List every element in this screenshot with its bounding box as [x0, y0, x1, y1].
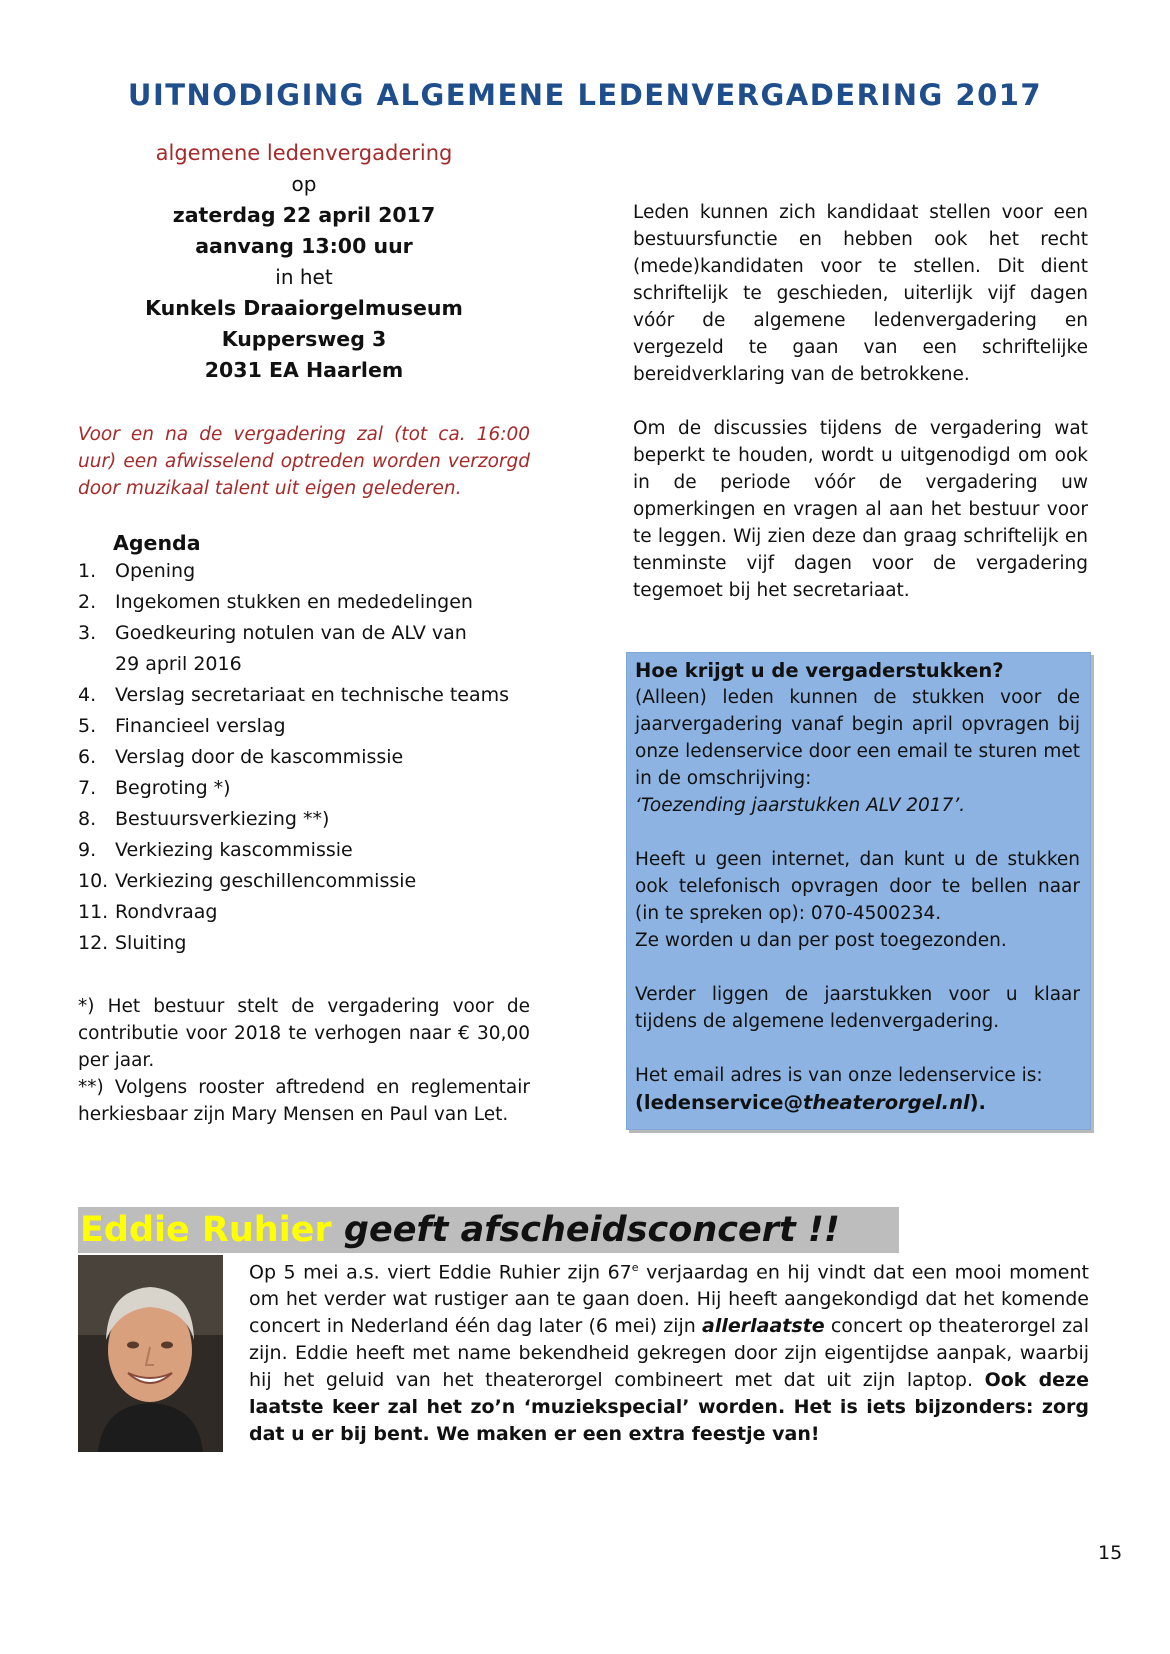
page-title: UITNODIGING ALGEMENE LEDENVERGADERING 2017	[127, 78, 1043, 112]
invite-street: Kuppersweg 3	[221, 327, 387, 351]
invite-op: op	[291, 172, 317, 196]
invite-time: aanvang 13:00 uur	[195, 234, 413, 258]
invite-date: zaterdag 22 april 2017	[172, 203, 436, 227]
invite-in-het: in het	[275, 265, 333, 289]
eddie-ruhier-photo	[78, 1255, 223, 1452]
infobox-paragraph: Heeft u geen internet, dan kunt u de stukken ook telefonisch opvragen door te bellen naar (in te spreken op): 070-4500234. Ze worden u dan per post toegezonden.	[635, 849, 1080, 951]
agenda-item: 4. Verslag secretariaat en technische teams	[78, 684, 510, 706]
infobox-paragraph: (Alleen) leden kunnen de stukken voor de jaarvergadering vanaf begin april opvragen bij onze ledenservice door een email te sturen met in de omschrijving: ‘Toezending jaarstukken ALV 2017’.	[635, 687, 1080, 816]
agenda-title: Agenda	[113, 531, 201, 555]
infobox-paragraph: Verder liggen de jaarstukken voor u klaar tijdens de algemene ledenvergadering.	[635, 984, 1080, 1032]
agenda-item: 5. Financieel verslag	[78, 715, 286, 737]
agenda-item: 11. Rondvraag	[78, 901, 218, 923]
page-number: 15	[1098, 1542, 1123, 1564]
infobox-email-label: Het email adres is van onze ledenservice is:	[635, 1065, 1043, 1086]
documents-info-box	[626, 652, 1091, 1130]
invite-heading: algemene ledenvergadering	[155, 141, 453, 165]
infobox-heading: Hoe krijgt u de vergaderstukken?	[635, 659, 1004, 682]
concert-text: Op 5 mei a.s. viert Eddie Ruhier zijn 67e verjaardag en hij vindt dat een mooi moment om het verder wat rustiger aan te gaan doen. Hij heeft aangekondigd dat het komende concert in Nederland één dag later (6 mei) zijn allerlaatste concert op theaterorgel zal zijn. Eddie heeft met name bekendheid gekregen door zijn eigentijdse aanpak, waarbij hij het geluid van het theaterorgel combineert met dat uit zijn laptop. Ook deze laatste keer zal het zo’n ‘muziekspecial’ worden. Het is iets bijzonders: zorg dat u er bij bent. We maken er een extra feestje van!	[249, 1261, 1089, 1446]
invite-venue: Kunkels Draaiorgelmuseum	[145, 296, 463, 320]
footnotes	[78, 993, 530, 1128]
agenda-item: 8. Bestuursverkiezing **)	[78, 808, 330, 830]
agenda-item: 2. Ingekomen stukken en mededelingen	[78, 591, 473, 613]
banner-name: Eddie Ruhier	[80, 1210, 332, 1250]
agenda-item: 29 april 2016	[115, 653, 242, 675]
agenda-item: 7. Begroting *)	[78, 777, 231, 799]
discussion-paragraph: Om de discussies tijdens de vergadering wat beperkt te houden, wordt u uitgenodigd om ook in de periode vóór de vergadering uw opmerkingen en vragen al aan het bestuur voor te leggen. Wij zien deze dan graag schriftelijk en tenminste vijf dagen voor de vergadering tegemoet bij het secretariaat.	[633, 418, 1088, 601]
invite-city: 2031 EA Haarlem	[204, 358, 404, 382]
agenda-item: 9. Verkiezing kascommissie	[78, 839, 353, 861]
concert-banner	[78, 1207, 899, 1253]
candidacy-paragraph: Leden kunnen zich kandidaat stellen voor een bestuursfunctie en hebben ook het recht (mede)kandidaten voor te stellen. Dit dient schriftelijk te geschieden, uiterlijk vijf dagen vóór de algemene ledenvergadering en vergezeld te gaan van een schriftelijke bereidverklaring van de betrokkene.	[633, 202, 1088, 385]
footnote-2: **) Volgens rooster aftredend en reglementair herkiesbaar zijn Mary Mensen en Paul van Let.	[78, 1077, 530, 1125]
intro-italic: Voor en na de vergadering zal (tot ca. 16:00 uur) een afwisselend optreden worden verzorgd door muzikaal talent uit eigen gelederen.	[78, 424, 530, 499]
infobox-quote: ‘Toezending jaarstukken ALV 2017’.	[635, 795, 966, 816]
agenda-list	[78, 556, 538, 959]
banner-headline: geeft afscheidsconcert !!	[331, 1210, 840, 1250]
agenda-item: 6. Verslag door de kascommissie	[78, 746, 404, 768]
ledenservice-email-link[interactable]: (ledenservice@theaterorgel.nl).	[635, 1091, 986, 1114]
candidacy-text	[633, 199, 1088, 631]
agenda-item: 3. Goedkeuring notulen van de ALV van	[78, 622, 467, 644]
footnote-1: *) Het bestuur stelt de vergadering voor de contributie voor 2018 te verhogen naar € 30,00 per jaar.	[78, 996, 530, 1071]
agenda-item: 10. Verkiezing geschillencommissie	[78, 870, 417, 892]
agenda-item: 1. Opening	[78, 560, 196, 582]
agenda-item: 12. Sluiting	[78, 932, 187, 954]
invitation-block	[78, 138, 530, 386]
